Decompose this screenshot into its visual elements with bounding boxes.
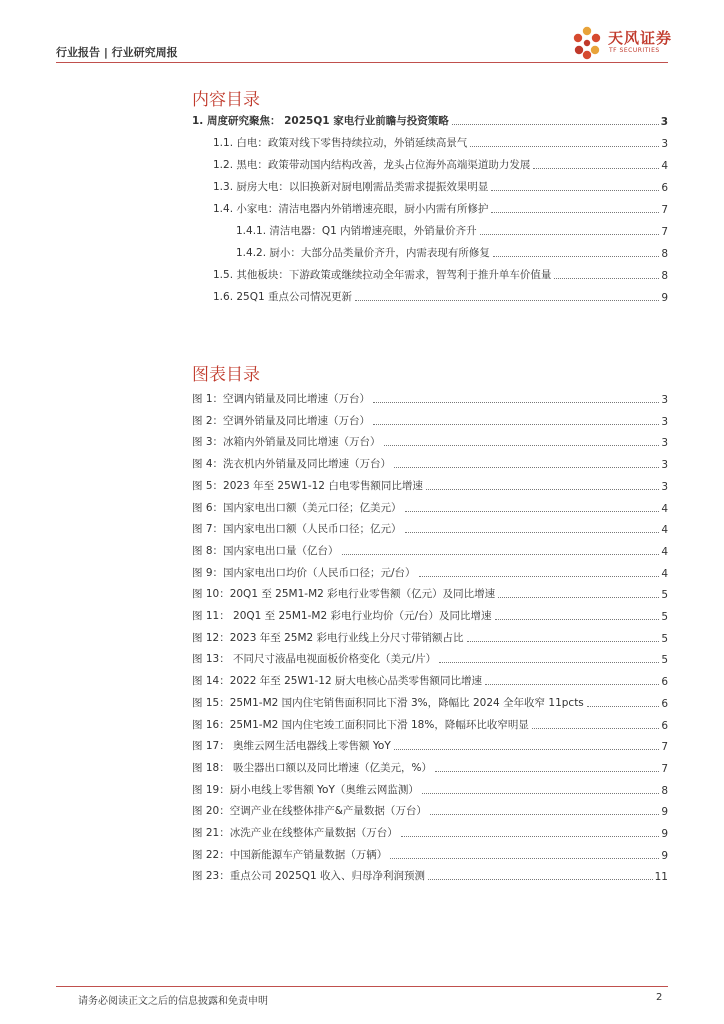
toc-entry-title: 1.4.1. 清洁电器：Q1 内销增速亮眼，外销量价齐升 xyxy=(236,225,477,237)
figure-list-entry[interactable] xyxy=(192,846,668,862)
figure-list-entry-title: 图 10：20Q1 至 25M1-M2 彩电行业零售额（亿元）及同比增速 xyxy=(192,588,496,600)
dot-leader xyxy=(495,619,660,620)
figure-list-entry-page: 6 xyxy=(661,720,668,732)
toc-entry[interactable] xyxy=(213,178,668,194)
toc-entry-page: 7 xyxy=(661,204,668,216)
toc-entry[interactable] xyxy=(213,134,668,150)
toc-entry-page: 3 xyxy=(661,138,668,150)
toc-title: 内容目录 xyxy=(192,90,260,110)
dot-leader xyxy=(452,124,659,125)
figure-list-entry-title: 图 6：国内家电出口额（美元口径；亿美元） xyxy=(192,502,402,514)
dot-leader xyxy=(493,256,659,257)
dot-leader xyxy=(405,532,660,533)
figure-list-entry-page: 5 xyxy=(661,654,668,666)
figure-list-entry[interactable] xyxy=(192,564,668,580)
figure-list-entry-title: 图 3：冰箱内外销量及同比增速（万台） xyxy=(192,436,381,448)
dot-leader xyxy=(405,511,660,512)
dot-leader xyxy=(426,489,659,490)
figure-list-title: 图表目录 xyxy=(192,365,260,385)
figure-list-entry[interactable] xyxy=(192,716,668,732)
dot-leader xyxy=(439,662,659,663)
figure-list-entry-page: 9 xyxy=(661,806,668,818)
figure-list-entry[interactable] xyxy=(192,629,668,645)
toc-entry-title: 1.3. 厨房大电：以旧换新对厨电刚需品类需求提振效果明显 xyxy=(213,181,489,193)
figure-list-entry-title: 图 13： 不同尺寸液晶电视面板价格变化（美元/片） xyxy=(192,653,437,665)
figure-list-entry[interactable] xyxy=(192,737,668,753)
dot-leader xyxy=(485,684,659,685)
figure-list-entry-page: 5 xyxy=(661,633,668,645)
dot-leader xyxy=(373,402,659,403)
company-logo xyxy=(568,24,678,62)
figure-list-entry[interactable] xyxy=(192,867,668,883)
dot-leader xyxy=(394,467,659,468)
dot-leader xyxy=(401,836,660,837)
toc-entry-page: 8 xyxy=(661,248,668,260)
page-number: 2 xyxy=(656,992,663,1003)
toc-entry-page: 4 xyxy=(661,160,668,172)
figure-list-entry-page: 9 xyxy=(661,850,668,862)
figure-list-entry-page: 6 xyxy=(661,698,668,710)
toc-entry[interactable] xyxy=(236,222,668,238)
toc-entry-page: 6 xyxy=(661,182,668,194)
dot-leader xyxy=(587,706,660,707)
figure-list-entry-title: 图 19：厨小电线上零售额 YoY（奥维云网监测） xyxy=(192,784,419,796)
figure-list-entry[interactable] xyxy=(192,477,668,493)
figure-list-entry-page: 3 xyxy=(661,394,668,406)
footer-rule xyxy=(56,986,668,987)
figure-list-entry-page: 7 xyxy=(661,763,668,775)
dot-leader xyxy=(373,424,659,425)
figure-list-entry-title: 图 1：空调内销量及同比增速（万台） xyxy=(192,393,371,405)
figure-list-entry-page: 4 xyxy=(661,503,668,515)
dot-leader xyxy=(435,771,659,772)
logo-flower-icon xyxy=(568,24,606,62)
toc-entry-title: 1. 周度研究聚焦： 2025Q1 家电行业前瞻与投资策略 xyxy=(192,115,449,127)
figure-list-entry-title: 图 16：25M1-M2 国内住宅竣工面积同比下滑 18%，降幅环比收窄明显 xyxy=(192,719,529,731)
figure-list-entry-page: 7 xyxy=(661,741,668,753)
logo-name-cn: 天风证券 xyxy=(608,29,673,47)
figure-list-entry-title: 图 15：25M1-M2 国内住宅销售面积同比下滑 3%，降幅比 2024 全年收窄 11pcts xyxy=(192,697,584,709)
toc-entry-title: 1.2. 黑电：政策带动国内结构改善，龙头占位海外高端渠道助力发展 xyxy=(213,159,531,171)
figure-list-entry[interactable] xyxy=(192,694,668,710)
dot-leader xyxy=(491,212,659,213)
dot-leader xyxy=(470,146,659,147)
figure-list-entry-title: 图 4：洗衣机内外销量及同比增速（万台） xyxy=(192,458,392,470)
figure-list-entry[interactable] xyxy=(192,412,668,428)
figure-list-entry[interactable] xyxy=(192,585,668,601)
figure-list-entry[interactable] xyxy=(192,520,668,536)
figure-list-entry-title: 图 5：2023 年至 25W1-12 白电零售额同比增速 xyxy=(192,480,423,492)
figure-list-entry-page: 3 xyxy=(661,437,668,449)
toc-entry[interactable] xyxy=(236,244,668,260)
dot-leader xyxy=(532,728,659,729)
dot-leader xyxy=(428,879,653,880)
figure-list-entry-title: 图 12：2023 年至 25M2 彩电行业线上分尺寸带销额占比 xyxy=(192,632,464,644)
dot-leader xyxy=(498,597,659,598)
logo-name-en: TF SECURITIES xyxy=(609,47,660,54)
figure-list-entry[interactable] xyxy=(192,499,668,515)
figure-list-entry-page: 3 xyxy=(661,459,668,471)
figure-list-entry[interactable] xyxy=(192,390,668,406)
toc-entry-page: 8 xyxy=(661,270,668,282)
figure-list-entry-title: 图 11： 20Q1 至 25M1-M2 彩电行业均价（元/台）及同比增速 xyxy=(192,610,492,622)
figure-list-entry-page: 8 xyxy=(661,785,668,797)
figure-list-entry-title: 图 9：国内家电出口均价（人民币口径；元/台） xyxy=(192,567,416,579)
figure-list-entry-title: 图 21：冰洗产业在线整体产量数据（万台） xyxy=(192,827,398,839)
figure-list-entry[interactable] xyxy=(192,607,668,623)
toc-entry[interactable] xyxy=(213,288,668,304)
toc-entry[interactable] xyxy=(213,200,668,216)
figure-list-entry-title: 图 2：空调外销量及同比增速（万台） xyxy=(192,415,371,427)
dot-leader xyxy=(480,234,660,235)
toc-entry[interactable] xyxy=(213,156,668,172)
dot-leader xyxy=(422,793,659,794)
dot-leader xyxy=(355,300,659,301)
figure-list-entry[interactable] xyxy=(192,672,668,688)
figure-list-entry[interactable] xyxy=(192,455,668,471)
figure-list-entry[interactable] xyxy=(192,781,668,797)
figure-list-entry-title: 图 20：空调产业在线整体排产&产量数据（万台） xyxy=(192,805,427,817)
figure-list-entry-title: 图 7：国内家电出口额（人民币口径；亿元） xyxy=(192,523,402,535)
figure-list-entry-page: 4 xyxy=(661,568,668,580)
toc-entry[interactable] xyxy=(192,112,668,128)
figure-list-entry[interactable] xyxy=(192,433,668,449)
dot-leader xyxy=(384,445,660,446)
dot-leader xyxy=(342,554,660,555)
figure-list-entry[interactable] xyxy=(192,650,668,666)
dot-leader xyxy=(533,168,659,169)
figure-list-entry-page: 3 xyxy=(661,416,668,428)
dot-leader xyxy=(491,190,659,191)
figure-list-entry-title: 图 18： 吸尘器出口额以及同比增速（亿美元，%） xyxy=(192,762,433,774)
figure-list-entry-title: 图 14：2022 年至 25W1-12 厨大电核心品类零售额同比增速 xyxy=(192,675,483,687)
figure-list-entry-page: 3 xyxy=(661,481,668,493)
figure-list-entry[interactable] xyxy=(192,542,668,558)
toc-entry-page: 9 xyxy=(661,292,668,304)
dot-leader xyxy=(554,278,659,279)
figure-list-entry[interactable] xyxy=(192,824,668,840)
footer-disclaimer: 请务必阅读正文之后的信息披露和免责申明 xyxy=(78,996,268,1007)
figure-list-entry-page: 5 xyxy=(661,611,668,623)
figure-list-entry-title: 图 23：重点公司 2025Q1 收入、归母净利润预测 xyxy=(192,870,426,882)
toc-entry-page: 3 xyxy=(660,116,668,128)
header-rule xyxy=(56,62,668,63)
figure-list-entry-page: 11 xyxy=(654,871,668,883)
toc-entry-title: 1.4.2. 厨小：大部分品类量价齐升，内需表现有所修复 xyxy=(236,247,490,259)
figure-list-entry-title: 图 22：中国新能源车产销量数据（万辆） xyxy=(192,849,388,861)
toc-entry-title: 1.5. 其他板块：下游政策或继续拉动全年需求，智驾利于推升单车价值量 xyxy=(213,269,552,281)
figure-list-entry-page: 9 xyxy=(661,828,668,840)
header-title: 行业报告 | 行业研究周报 xyxy=(56,46,178,59)
toc-entry-title: 1.4. 小家电：清洁电器内外销增速亮眼，厨小内需有所修护 xyxy=(213,203,489,215)
toc-entry-title: 1.1. 白电：政策对线下零售持续拉动，外销延续高景气 xyxy=(213,137,468,149)
dot-leader xyxy=(430,814,659,815)
toc-entry-title: 1.6. 25Q1 重点公司情况更新 xyxy=(213,291,353,303)
toc-entry-page: 7 xyxy=(661,226,668,238)
dot-leader xyxy=(419,576,660,577)
dot-leader xyxy=(390,858,659,859)
toc-entry[interactable] xyxy=(213,266,668,282)
figure-list-entry-page: 4 xyxy=(661,546,668,558)
dot-leader xyxy=(394,749,660,750)
figure-list-entry-title: 图 8：国内家电出口量（亿台） xyxy=(192,545,339,557)
figure-list-entry-title: 图 17： 奥维云网生活电器线上零售额 YoY xyxy=(192,740,391,752)
figure-list-entry-page: 6 xyxy=(661,676,668,688)
figure-list-entry-page: 5 xyxy=(661,589,668,601)
figure-list-entry-page: 4 xyxy=(661,524,668,536)
figure-list-entry[interactable] xyxy=(192,759,668,775)
dot-leader xyxy=(467,641,660,642)
figure-list-entry[interactable] xyxy=(192,802,668,818)
